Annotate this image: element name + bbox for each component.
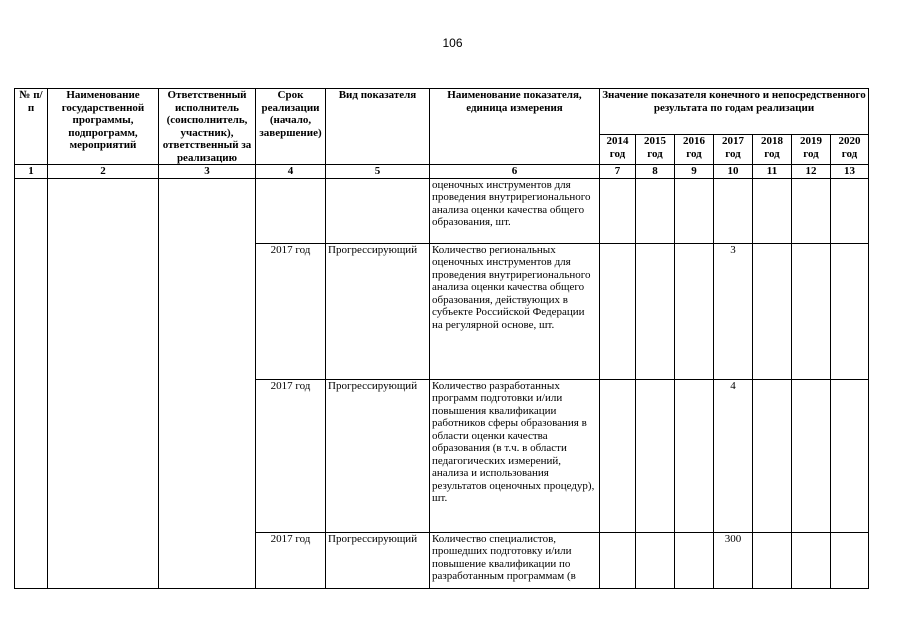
cell-value: [675, 243, 714, 379]
cell-value: 300: [714, 532, 753, 588]
cell-value: [753, 532, 792, 588]
column-number: 10: [714, 165, 753, 179]
cell-value: [636, 243, 675, 379]
cell-value: [792, 532, 831, 588]
indicator-table: [14, 88, 869, 589]
header-term: Срок реализации (начало, завершение): [256, 89, 326, 165]
cell-value: [636, 379, 675, 532]
cell-program: [48, 178, 159, 588]
column-number: 1: [15, 165, 48, 179]
cell-value: 4: [714, 379, 753, 532]
header-type: Вид показателя: [326, 89, 430, 165]
cell-executor: [159, 178, 256, 588]
cell-value: [831, 532, 869, 588]
cell-value: [831, 379, 869, 532]
header-year: 2015 год: [636, 135, 675, 165]
cell-value: [831, 178, 869, 243]
cell-indicator: Количество региональных оценочных инструментов для проведения внутрирегионального анализа оценки качества общего образования, действующих в субъекте Российской Федерации на регулярной основе, шт.: [430, 243, 600, 379]
header-value-group: Значение показателя конечного и непосредственного результата по годам реализации: [600, 89, 869, 135]
header-executor: Ответственный исполнитель (соисполнитель, участник), ответственный за реализацию: [159, 89, 256, 165]
cell-term: 2017 год: [256, 243, 326, 379]
column-number: 9: [675, 165, 714, 179]
cell-value: [792, 379, 831, 532]
header-year: 2020 год: [831, 135, 869, 165]
cell-type: Прогрессирующий: [326, 532, 430, 588]
table-row: [15, 178, 869, 243]
column-number-row: [15, 165, 869, 179]
cell-indicator: Количество разработанных программ подготовки и/или повышения квалификации работников сферы образования в области оценки качества образования (в т.ч. в области педагогических измерений, анализа и использования результатов оценочных процедур), шт.: [430, 379, 600, 532]
cell-indicator: оценочных инструментов для проведения внутрирегионального анализа оценки качества общего образования, шт.: [430, 178, 600, 243]
cell-value: [600, 379, 636, 532]
column-number: 2: [48, 165, 159, 179]
cell-type: Прогрессирующий: [326, 243, 430, 379]
column-number: 3: [159, 165, 256, 179]
header-num: № п/п: [15, 89, 48, 165]
column-number: 6: [430, 165, 600, 179]
cell-term: 2017 год: [256, 532, 326, 588]
cell-value: [792, 243, 831, 379]
column-number: 7: [600, 165, 636, 179]
header-year: 2018 год: [753, 135, 792, 165]
cell-value: [636, 532, 675, 588]
cell-num: [15, 178, 48, 588]
cell-value: [792, 178, 831, 243]
cell-indicator: Количество специалистов, прошедших подготовку и/или повышение квалификации по разработанным программам (в: [430, 532, 600, 588]
header-indicator: Наименование показателя, единица измерения: [430, 89, 600, 165]
cell-value: [714, 178, 753, 243]
cell-value: [600, 178, 636, 243]
cell-value: [753, 243, 792, 379]
cell-type: Прогрессирующий: [326, 379, 430, 532]
cell-value: [753, 379, 792, 532]
column-number: 5: [326, 165, 430, 179]
cell-value: 3: [714, 243, 753, 379]
header-year: 2014 год: [600, 135, 636, 165]
cell-value: [675, 178, 714, 243]
header-year: 2016 год: [675, 135, 714, 165]
header-year: 2019 год: [792, 135, 831, 165]
cell-value: [600, 532, 636, 588]
cell-value: [675, 532, 714, 588]
column-number: 11: [753, 165, 792, 179]
cell-value: [600, 243, 636, 379]
cell-value: [675, 379, 714, 532]
cell-value: [831, 243, 869, 379]
cell-term: [256, 178, 326, 243]
cell-type: [326, 178, 430, 243]
cell-value: [753, 178, 792, 243]
page-number: 106: [442, 36, 463, 50]
column-number: 13: [831, 165, 869, 179]
header-year: 2017 год: [714, 135, 753, 165]
column-number: 12: [792, 165, 831, 179]
column-number: 4: [256, 165, 326, 179]
column-number: 8: [636, 165, 675, 179]
header-program: Наименование государственной программы, подпрограмм, мероприятий: [48, 89, 159, 165]
cell-term: 2017 год: [256, 379, 326, 532]
cell-value: [636, 178, 675, 243]
